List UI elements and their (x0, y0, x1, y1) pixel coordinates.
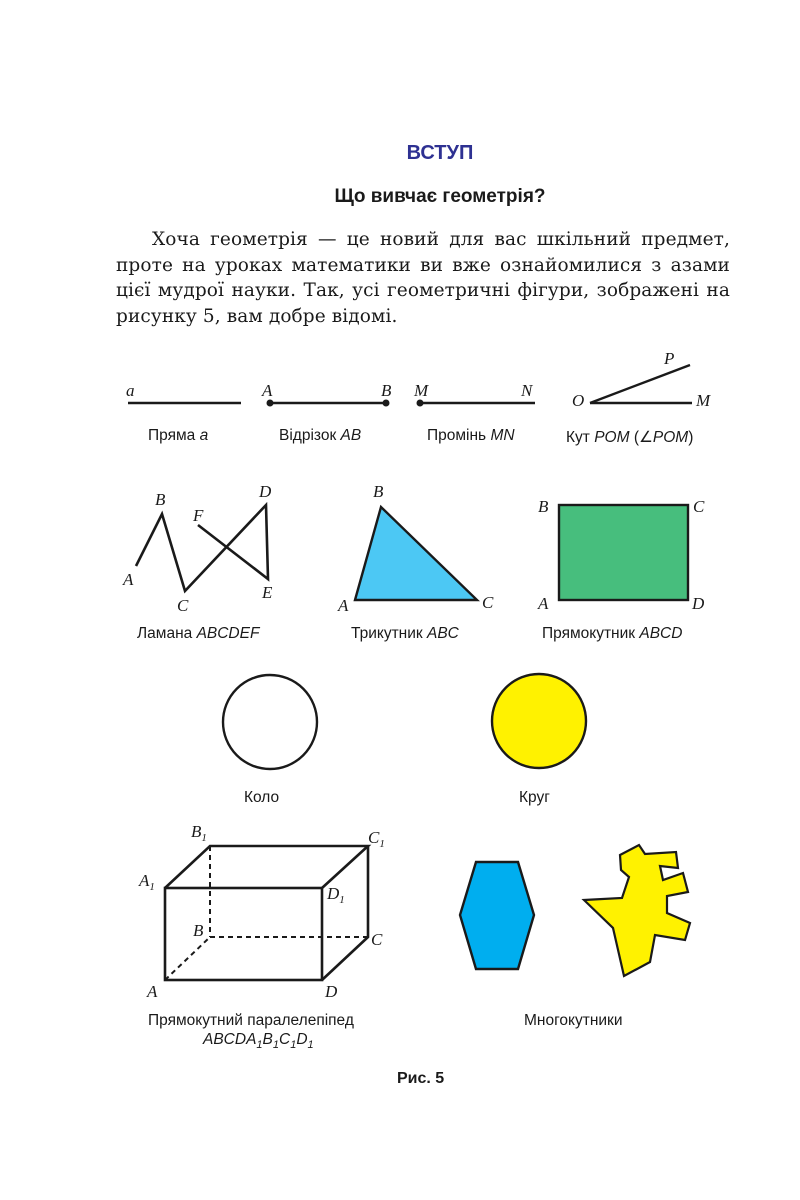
ray-endpoint-m (417, 400, 424, 407)
polyline-caption: Ламана ABCDEF (137, 625, 260, 642)
rectangle-label-c: C (693, 497, 705, 516)
rectangle-label-b: B (538, 497, 549, 516)
segment-label-a: A (262, 381, 273, 400)
box-label-d1: $D_1$ (327, 884, 345, 906)
circle-shape (223, 675, 317, 769)
angle-label-p: P (664, 349, 675, 368)
line-caption: Пряма a (148, 427, 209, 444)
triangle-shape (355, 507, 477, 600)
rectangle-caption: Прямокутник ABCD (542, 625, 683, 642)
irregular-polygon-shape (584, 845, 690, 976)
line-figure (126, 381, 241, 444)
disk-shape (492, 674, 586, 768)
angle-label-m: M (696, 391, 711, 410)
intro-paragraph: Хоча геометрія — це новий для вас шкільний предмет, проте на уроках математики ви вже ознайомилися з азами цієї мудрої науки. Так, усі геометричні фігури, зображені на рисунку 5, вам добре відомі. (116, 229, 730, 327)
box-caption: Прямокутний паралелепіпед (148, 1012, 354, 1029)
angle-figure (566, 349, 711, 446)
polyline-label-f: F (193, 506, 204, 525)
ray-caption: Промінь MN (427, 427, 515, 444)
polyline-label-b: B (155, 490, 166, 509)
ray-figure (413, 381, 535, 444)
segment-figure (261, 381, 392, 444)
rectangle-figure (537, 497, 705, 642)
rectangle-shape (559, 505, 688, 600)
box-figure (138, 822, 385, 1051)
triangle-caption: Трикутник ABC (351, 625, 459, 642)
hexagon-shape (460, 862, 534, 969)
box-caption-name: $ABCDA_1B_1C_1D_1$ (203, 1031, 314, 1051)
triangle-label-c: C (482, 593, 494, 612)
box-label-c1: $C_1$ (368, 828, 385, 850)
section-title: ВСТУП (406, 142, 474, 164)
polyline-label-c: C (177, 596, 189, 615)
polygons-figure (460, 845, 690, 1029)
box-label-b: B (193, 921, 204, 940)
segment-endpoint-b (383, 400, 390, 407)
polyline-label-d: D (259, 482, 272, 501)
figure-caption: Рис. 5 (397, 1070, 445, 1087)
angle-label-o: O (572, 391, 585, 410)
segment-label-b: B (381, 381, 392, 400)
angle-caption: Кут POM (∠POM) (566, 429, 694, 446)
polyline-figure (122, 482, 273, 642)
triangle-label-b: B (373, 482, 384, 501)
box-label-b1: $B_1$ (191, 822, 207, 844)
ray-label-n: N (521, 381, 533, 400)
ray-label-m: M (414, 381, 429, 400)
lesson-subtitle: Що вивчає геометрія? (334, 186, 546, 207)
polyline-label-a: A (123, 570, 134, 589)
rectangle-label-a: A (538, 594, 549, 613)
rectangle-label-d: D (692, 594, 705, 613)
circle-caption: Коло (244, 789, 280, 806)
box-label-a: A (147, 982, 158, 1001)
box-label-d: D (325, 982, 338, 1001)
triangle-label-a: A (338, 596, 349, 615)
box-label-a1: $A_1$ (139, 871, 155, 893)
triangle-figure (337, 482, 494, 642)
disk-caption: Круг (519, 789, 550, 806)
polyline-label-e: E (262, 583, 273, 602)
line-label: a (126, 381, 135, 400)
segment-caption: Відрізок AB (279, 427, 362, 444)
box-label-c: C (371, 930, 383, 949)
polygons-caption: Многокутники (524, 1012, 623, 1029)
disk-figure (492, 674, 586, 806)
circle-figure (223, 675, 317, 806)
segment-endpoint-a (267, 400, 274, 407)
